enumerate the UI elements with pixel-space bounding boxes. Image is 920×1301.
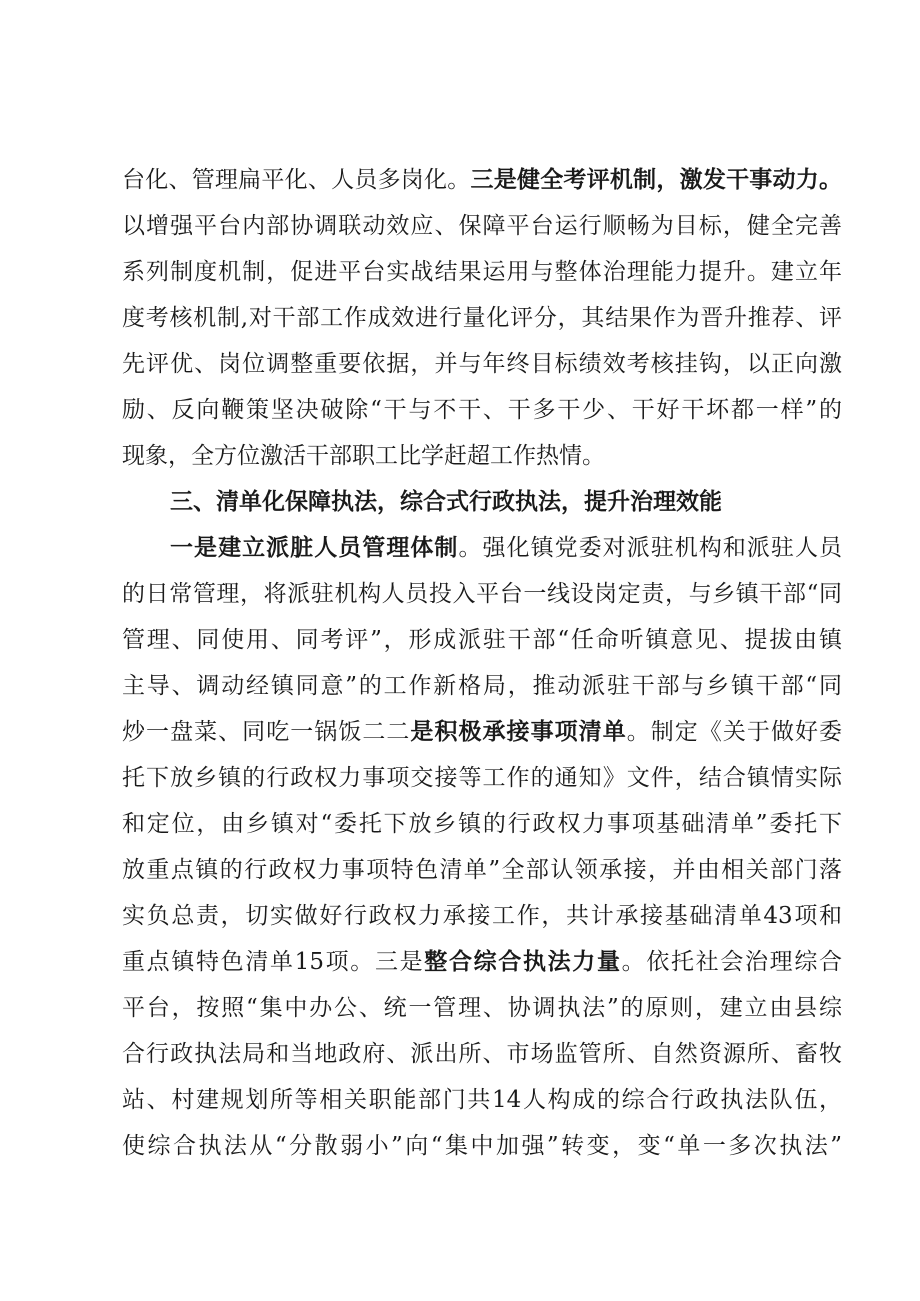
para1-line-4: 度考核机制,对干部工作成效进行量化评分，其结果作为晋升推荐、评 <box>122 305 842 331</box>
para2-line-7: 和定位，由乡镇对“委托下放乡镇的行政权力事项基础清单”委托下 <box>122 811 842 837</box>
para2-bold-phrase-1: 一是建立派脏人员管理体制 <box>170 534 459 561</box>
para2-line-12: 合行政执法局和当地政府、派出所、市场监管所、自然资源所、畜牧 <box>122 1041 842 1067</box>
para2-line-4: 主导、调动经镇同意”的工作新格局，推动派驻干部与乡镇干部“同 <box>122 673 842 699</box>
para1-line-3: 系列制度机制，促进平台实战结果运用与整体治理能力提升。建立年 <box>122 259 842 285</box>
para2-line-1-text: 。强化镇党委对派驻机构和派驻人员 <box>458 535 843 561</box>
para1-line-2: 以增强平台内部协调联动效应、保障平台运行顺畅为目标，健全完善 <box>122 213 842 239</box>
para2-line-10-text-a: 重点镇特色清单15项。三是 <box>122 949 425 975</box>
para2-line-1 <box>170 532 842 564</box>
para2-line-6: 托下放乡镇的行政权力事项交接等工作的通知》文件，结合镇情实际 <box>122 765 842 791</box>
para1-line-1-text: 台化、管理扁平化、人员多岗化。 <box>122 167 471 193</box>
para1-line-6: 励、反向鞭策坚决破除“干与不干、干多干少、干好干坏都一样”的 <box>122 397 842 423</box>
para2-line-3: 管理、同使用、同考评”，形成派驻干部“任命听镇意见、提拔由镇 <box>122 627 842 653</box>
para2-line-9: 实负总责，切实做好行政权力承接工作，共计承接基础清单43项和 <box>122 903 842 929</box>
section-heading-3: 三、清单化保障执法，综合式行政执法，提升治理效能 <box>170 489 722 515</box>
para2-line-5 <box>122 716 842 748</box>
para2-bold-phrase-2: 是积极承接事项清单 <box>410 718 627 745</box>
para2-line-2: 的日常管理，将派驻机构人员投入平台一线设岗定责，与乡镇干部“同 <box>122 581 842 607</box>
para1-line-1 <box>122 164 842 196</box>
para1-line-7: 现象，全方位激活干部职工比学赶超工作热情。 <box>122 443 605 469</box>
para2-line-10 <box>122 946 842 978</box>
para2-line-13: 站、村建规划所等相关职能部门共14人构成的综合行政执法队伍， <box>122 1087 842 1113</box>
para2-line-10-text-c: 。依托社会治理综合 <box>621 949 843 975</box>
para2-line-11: 平台，按照“集中办公、统一管理、协调执法”的原则，建立由县综 <box>122 995 842 1021</box>
para2-bold-phrase-3: 整合综合执法力量 <box>424 948 622 975</box>
para1-bold-phrase: 三是健全考评机制，激发干事动力。 <box>470 166 843 193</box>
para2-line-14: 使综合执法从“分散弱小”向“集中加强”转变，变“单一多次执法” <box>122 1133 842 1159</box>
para2-line-5-text-c: 。制定《关于做好委 <box>626 719 843 745</box>
para2-line-5-text-a: 炒一盘菜、同吃一锅饭二二 <box>122 719 411 745</box>
para2-line-8: 放重点镇的行政权力事项特色清单”全部认领承接，并由相关部门落 <box>122 857 842 883</box>
para1-line-5: 先评优、岗位调整重要依据，并与年终目标绩效考核挂钩，以正向激 <box>122 351 842 377</box>
